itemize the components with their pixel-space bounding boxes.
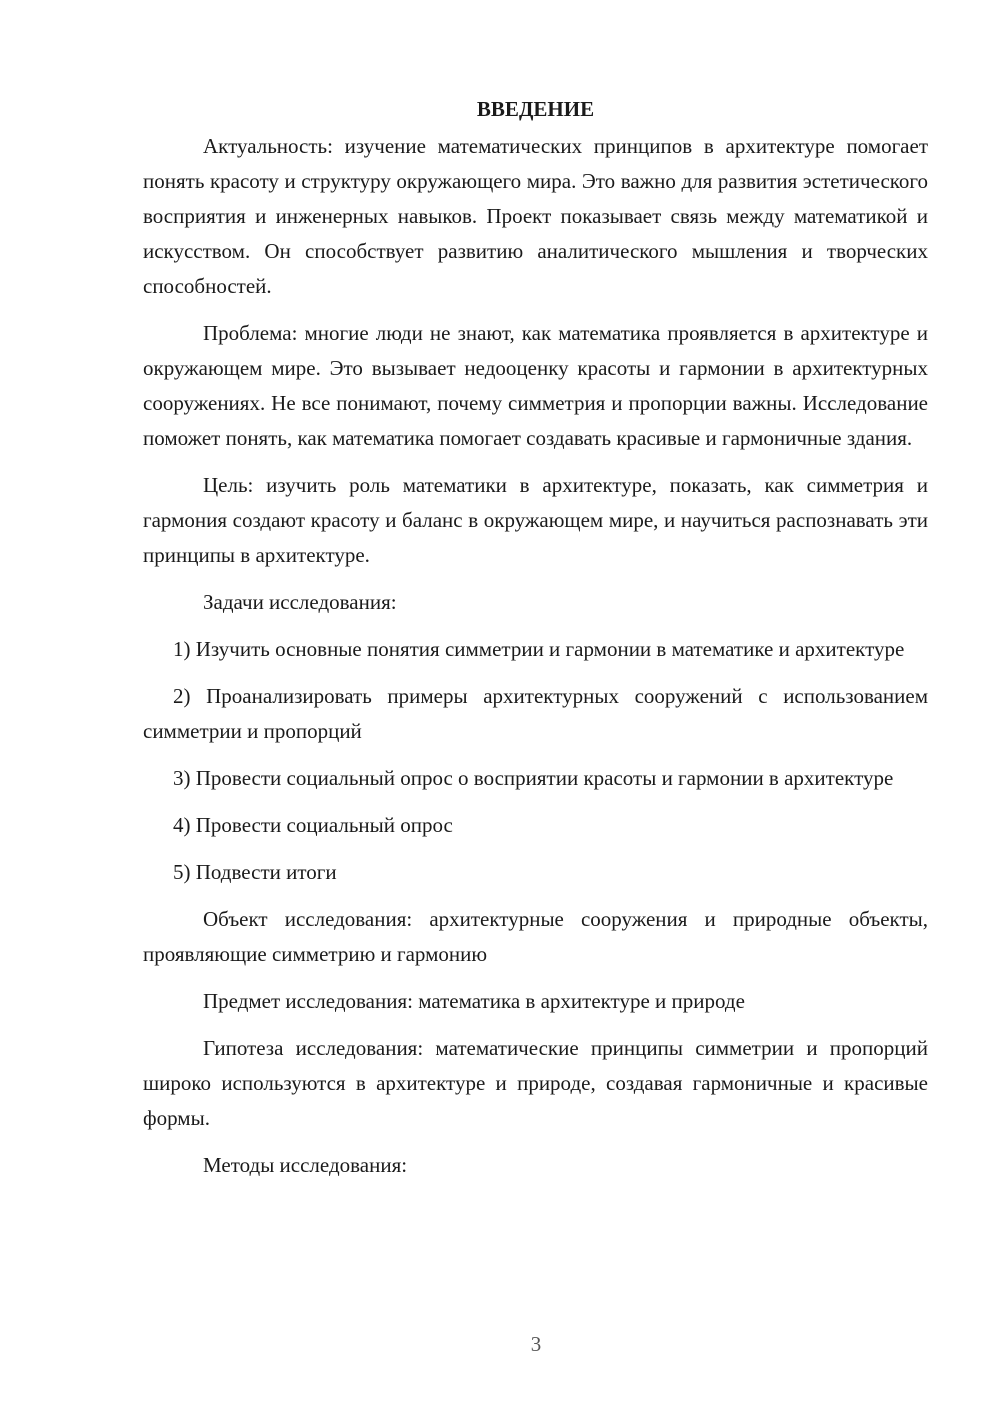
goal-paragraph: Цель: изучить роль математики в архитектуре, показать, как симметрия и гармония создают красоту и баланс в окружающем мире, и научиться распознавать эти принципы в архитектуре. [143,473,928,567]
relevance-paragraph: Актуальность: изучение математических принципов в архитектуре помогает понять красоту и структуру окружающего мира. Это важно для развития эстетического восприятия и инженерных навыков. Проект показывает связь между математикой и искусством. Он способствует развитию аналитического мышления и творческих способностей. [143,134,928,298]
task-item-4: 4) Провести социальный опрос [173,813,453,837]
task-item-3: 3) Провести социальный опрос о восприятии красоты и гармонии в архитектуре [173,766,894,790]
document-body [143,92,928,1195]
page-number: 3 [530,1332,542,1356]
task-item-1: 1) Изучить основные понятия симметрии и гармонии в математике и архитектуре [173,637,905,661]
methods-heading: Методы исследования: [203,1153,408,1177]
problem-paragraph: Проблема: многие люди не знают, как математика проявляется в архитектуре и окружающем мире. Это вызывает недооценку красоты и гармонии в архитектурных сооружениях. Не все понимают, почему симметрия и пропорции важны. Исследование поможет понять, как математика помогает создавать красивые и гармоничные здания. [143,321,928,450]
object-paragraph: Объект исследования: архитектурные сооружения и природные объекты, проявляющие симметрию и гармонию [143,907,928,966]
hypothesis-paragraph: Гипотеза исследования: математические принципы симметрии и пропорций широко используются в архитектуре и природе, создавая гармоничные и красивые формы. [143,1036,928,1130]
task-item-2: 2) Проанализировать примеры архитектурных сооружений с использованием симметрии и пропорций [143,684,928,743]
tasks-heading: Задачи исследования: [203,590,397,614]
section-title: ВВЕДЕНИЕ [476,97,595,121]
task-item-5: 5) Подвести итоги [173,860,337,884]
tasks-list [143,632,928,890]
subject-paragraph: Предмет исследования: математика в архитектуре и природе [203,989,745,1013]
